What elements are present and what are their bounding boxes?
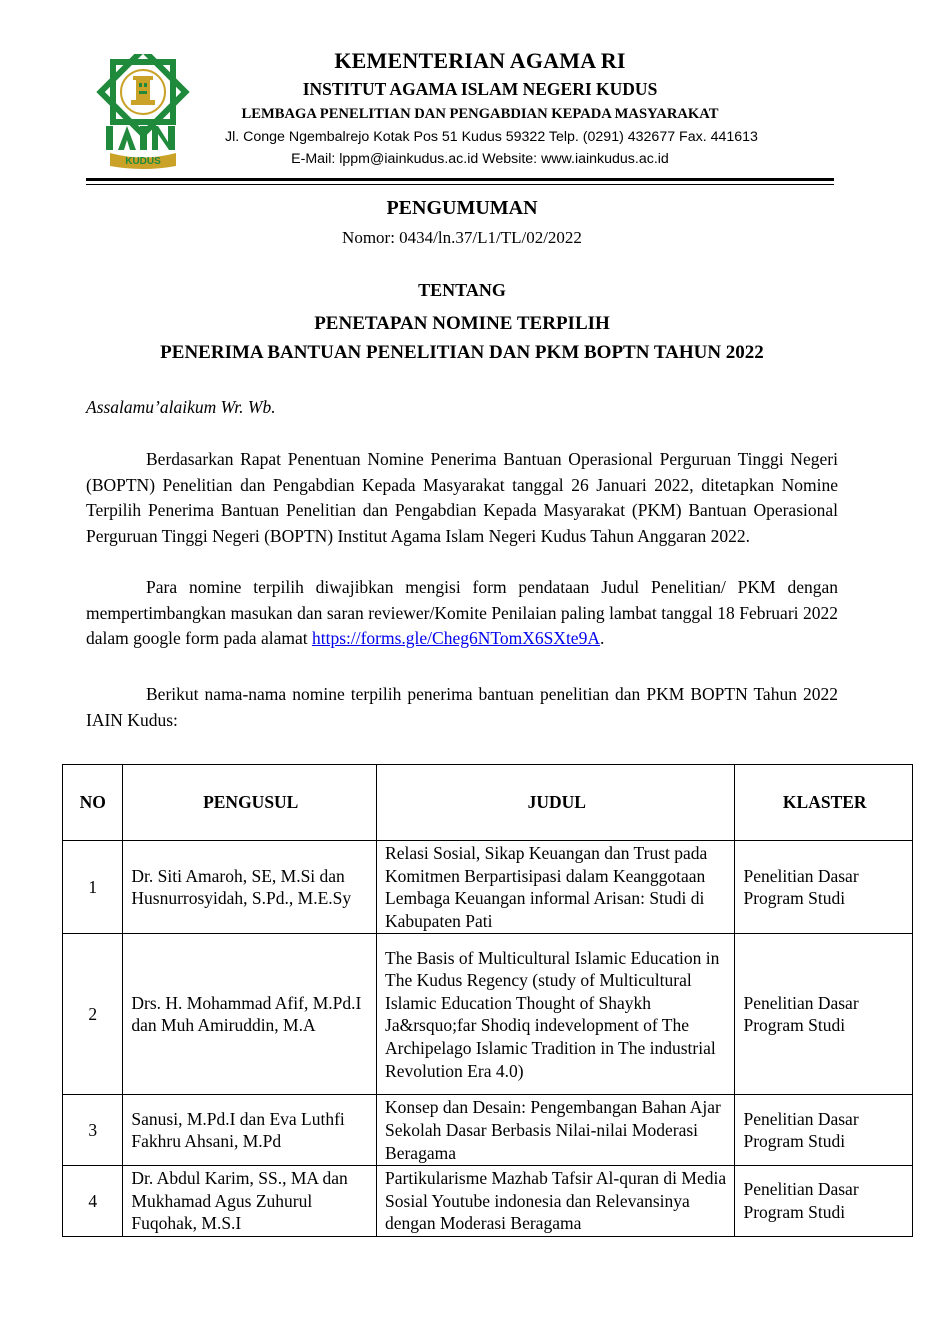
row-no: 1 [63, 841, 123, 934]
subject-line-1: PENETAPAN NOMINE TERPILIH [314, 313, 610, 334]
row-title: Partikularisme Mazhab Tafsir Al-quran di Media Sosial Youtube indonesia dan Relevansinya dengan Moderasi Beragama [377, 1166, 735, 1237]
logo-text: KUDUS [125, 156, 161, 167]
row-proposer: Dr. Abdul Karim, SS., MA dan Mukhamad Agus Zuhurul Fuqohak, M.S.I [123, 1166, 377, 1237]
contact-line: E-Mail: lppm@iainkudus.ac.id Website: www.iainkudus.ac.id [291, 151, 669, 167]
row-cluster: Penelitian Dasar Program Studi [735, 934, 913, 1095]
row-title: Konsep dan Desain: Pengembangan Bahan Ajar Sekolah Dasar Berbasis Nilai-nilai Moderasi Beragama [377, 1095, 735, 1166]
table-header-row [63, 765, 913, 841]
header-proposer: PENGUSUL [123, 765, 377, 841]
row-no: 4 [63, 1166, 123, 1237]
table-row [63, 1166, 913, 1237]
row-no: 2 [63, 934, 123, 1095]
greeting: Assalamu’alaikum Wr. Wb. [86, 397, 276, 417]
nominee-table [62, 764, 913, 1237]
letterhead-divider-thin [86, 184, 834, 185]
row-cluster: Penelitian Dasar Program Studi [735, 1166, 913, 1237]
link-suffix: . [599, 628, 605, 649]
announcement-about: TENTANG [418, 280, 506, 300]
row-title: Relasi Sosial, Sikap Keuangan dan Trust pada Komitmen Berpartisipasi dalam Keanggotaan Lembaga Keuangan informal Arisan: Studi di Kabupaten Pati [377, 841, 735, 934]
table-row [63, 841, 913, 934]
row-no: 3 [63, 1095, 123, 1166]
row-proposer: Sanusi, M.Pd.I dan Eva Luthfi Fakhru Ahsani, M.Pd [123, 1095, 377, 1166]
institute-name: INSTITUT AGAMA ISLAM NEGERI KUDUS [302, 79, 658, 99]
ministry-name: KEMENTERIAN AGAMA RI [334, 48, 626, 73]
header-cluster: KLASTER [735, 765, 913, 841]
row-proposer: Dr. Siti Amaroh, SE, M.Si dan Husnurrosyidah, S.Pd., M.E.Sy [123, 841, 377, 934]
row-cluster: Penelitian Dasar Program Studi [735, 1095, 913, 1166]
paragraph-1: Berdasarkan Rapat Penentuan Nomine Penerima Bantuan Operasional Perguruan Tinggi Negeri (BOPTN) Penelitian dan Pengabdian Kepada Masyarakat tanggal 26 Januari 2022, ditetapkan Nomine Terpilih Penerima Bantuan Penelitian dan Pengabdian Kepada Masyarakat (PKM) Bantuan Operasional Perguruan Tinggi Negeri (BOPTN) Institut Agama Islam Negeri Kudus Tahun Anggaran 2022. [86, 449, 838, 546]
header-title: JUDUL [377, 765, 735, 841]
paragraph-3: Berikut nama-nama nomine terpilih penerima bantuan penelitian dan PKM BOPTN Tahun 2022 IAIN Kudus: [86, 684, 838, 730]
table-row [63, 934, 913, 1095]
subject-line-2: PENERIMA BANTUAN PENELITIAN DAN PKM BOPTN TAHUN 2022 [160, 342, 764, 363]
paragraph-2 [86, 575, 838, 652]
row-cluster: Penelitian Dasar Program Studi [735, 841, 913, 934]
announcement-title: PENGUMUMAN [386, 197, 538, 219]
letterhead-divider-thick [86, 178, 834, 181]
header-no: NO [63, 765, 123, 841]
paragraph-2-text: Para nomine terpilih diwajibkan mengisi form pendataan Judul Penelitian/ PKM dengan mempertimbangkan masukan dan saran reviewer/Komite Penilaian paling lambat tanggal 18 Februari 2022 dalam google form pada alamat [86, 577, 838, 649]
announcement-number: Nomor: 0434/ln.37/L1/TL/02/2022 [342, 228, 582, 247]
row-proposer: Drs. H. Mohammad Afif, M.Pd.I dan Muh Amiruddin, M.A [123, 934, 377, 1095]
row-title: The Basis of Multicultural Islamic Education in The Kudus Regency (study of Multicultural Islamic Education Thought of Shaykh Ja&rsquo;far Shodiq indevelopment of The Archipelago Islamic Tradition in The industrial Revolution Era 4.0) [377, 934, 735, 1095]
address-line: Jl. Conge Ngembalrejo Kotak Pos 51 Kudus 59322 Telp. (0291) 432677 Fax. 441613 [225, 129, 758, 145]
table-row [63, 1095, 913, 1166]
form-link[interactable]: https://forms.gle/Cheg6NTomX6SXte9A [311, 628, 600, 649]
institution-name: LEMBAGA PENELITIAN DAN PENGABDIAN KEPADA MASYARAKAT [241, 106, 719, 122]
iain-kudus-logo-icon [96, 54, 190, 170]
